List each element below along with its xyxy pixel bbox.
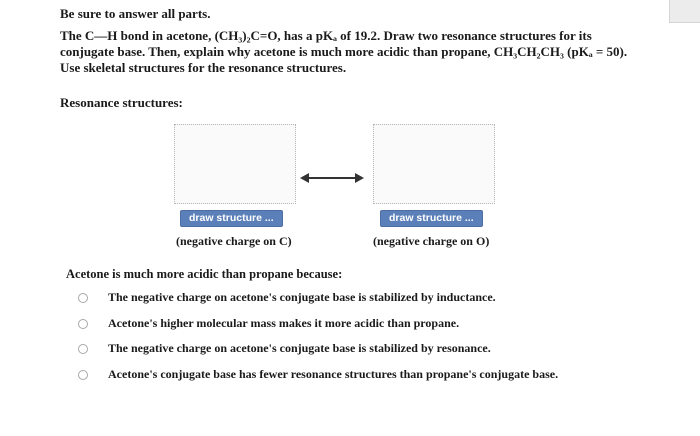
structure-canvas-2[interactable]: [373, 124, 495, 204]
top-right-corner-control[interactable]: [669, 0, 700, 23]
structure-caption-1: (negative charge on C): [176, 234, 292, 248]
radio-unselected-icon[interactable]: [78, 370, 88, 380]
prompt-line-3: Use skeletal structures for the resonance structures.: [60, 60, 347, 75]
answer-option-text: Acetone's conjugate base has fewer resonance structures than propane's conjugate base.: [108, 367, 559, 381]
answer-option-text: The negative charge on acetone's conjugate base is stabilized by resonance.: [108, 341, 491, 355]
double-headed-arrow-icon: [300, 172, 364, 184]
draw-structure-button-1[interactable]: draw structure ...: [180, 210, 283, 227]
question-label: Acetone is much more acidic than propane because:: [66, 267, 343, 281]
structure-canvas-1[interactable]: [174, 124, 296, 204]
prompt-line-1: The C—H bond in acetone, (CH₃)₂C=O, has a pKₐ of 19.2. Draw two resonance structures for its: [60, 28, 592, 43]
answer-option-text: Acetone's higher molecular mass makes it more acidic than propane.: [108, 316, 460, 330]
instructions-text: Be sure to answer all parts.: [60, 6, 211, 21]
answer-option-1[interactable]: [78, 290, 496, 305]
resonance-structures-label: Resonance structures:: [60, 95, 183, 110]
answer-option-3[interactable]: [78, 341, 491, 356]
prompt-line-2: conjugate base. Then, explain why acetone is much more acidic than propane, CH₃CH₂CH₃ (pKₐ = 50).: [60, 44, 628, 59]
radio-unselected-icon[interactable]: [78, 319, 88, 329]
answer-option-4[interactable]: [78, 367, 558, 382]
draw-structure-button-2[interactable]: draw structure ...: [380, 210, 483, 227]
radio-unselected-icon[interactable]: [78, 344, 88, 354]
structure-caption-2: (negative charge on O): [373, 234, 490, 248]
radio-unselected-icon[interactable]: [78, 293, 88, 303]
question-prompt: [60, 28, 660, 76]
answer-option-2[interactable]: [78, 316, 459, 331]
answer-option-text: The negative charge on acetone's conjugate base is stabilized by inductance.: [108, 290, 496, 304]
